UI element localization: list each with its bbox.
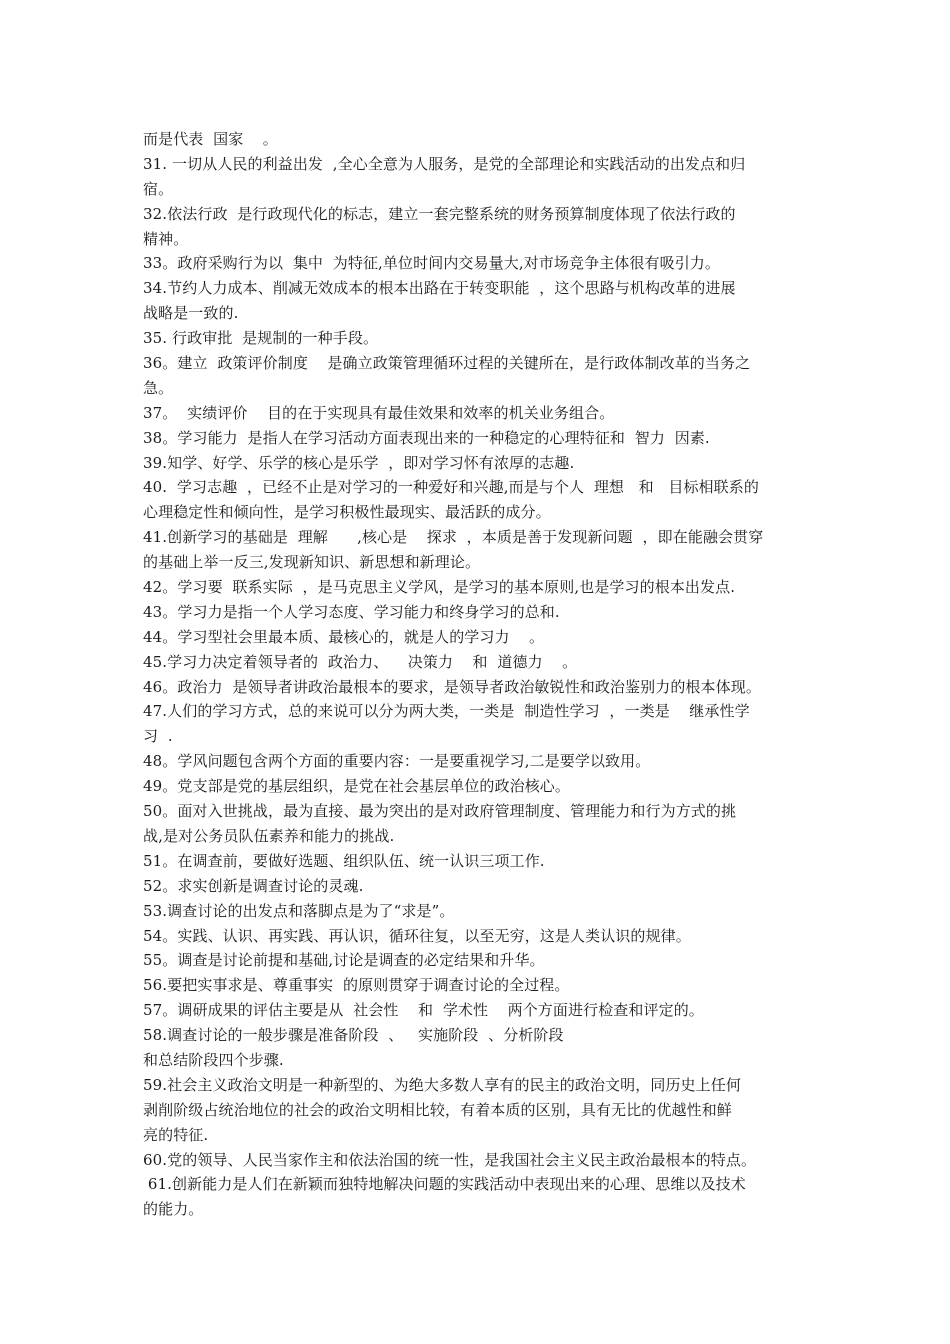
text-line: 战,是对公务员队伍素养和能力的挑战.	[143, 826, 395, 845]
text-line: 宿。	[143, 179, 174, 198]
text-line: 心理稳定性和倾向性，是学习积极性最现实、最活跃的成分。	[143, 503, 551, 522]
text-line: 61.创新能力是人们在新颖而独特地解决问题的实践活动中表现出来的心理、思维以及技术	[143, 1175, 746, 1194]
text-line: 58.调查讨论的一般步骤是准备阶段 、 实施阶段 、分析阶段	[143, 1026, 564, 1045]
text-line: 47.人们的学习方式，总的来说可以分为两大类，一类是 制造性学习 ，一类是 继承性学	[143, 702, 750, 721]
text-line: 34.节约人力成本、削减无效成本的根本出路在于转变职能 ，这个思路与机构改革的进展	[143, 279, 736, 298]
text-line	[143, 1222, 833, 1247]
text-line: 37。 实绩评价 目的在于实现具有最佳效果和效率的机关业务组合。	[143, 403, 615, 422]
text-line: 38。学习能力 是指人在学习活动方面表现出来的一种稳定的心理特征和 智力 因素.	[143, 428, 710, 447]
document-body	[143, 127, 833, 1247]
text-line: 45.学习力决定着领导者的 政治力、 决策力 和 道德力 。	[143, 652, 578, 671]
text-line: 51。在调查前，要做好选题、组织队伍、统一认识三项工作.	[143, 851, 545, 870]
text-line: 50。面对入世挑战，最为直接、最为突出的是对政府管理制度、管理能力和行为方式的挑	[143, 802, 737, 821]
text-line: 48。学风问题包含两个方面的重要内容：一是要重视学习,二是要学以致用。	[143, 752, 651, 771]
text-line: 31. 一切从人民的利益出发 ,全心全意为人服务，是党的全部理论和实践活动的出发点和归	[143, 154, 746, 173]
text-line: 33。政府采购行为以 集中 为特征,单位时间内交易量大,对市场竞争主体很有吸引力。	[143, 254, 720, 273]
text-line: 急。	[143, 378, 174, 397]
text-line: 43。学习力是指一个人学习态度、学习能力和终身学习的总和.	[143, 602, 560, 621]
text-line: 40. 学习志趣 ，已经不止是对学习的一种爱好和兴趣,而是与个人 理想 和 目标相联系的	[143, 478, 759, 497]
text-line: 35. 行政审批 是规制的一种手段。	[143, 329, 379, 348]
text-line: 的能力。	[143, 1200, 204, 1219]
text-line: 59.社会主义政治文明是一种新型的、为绝大多数人享有的民主的政治文明，同历史上任何	[143, 1075, 741, 1094]
text-line: 55。调查是讨论前提和基础,讨论是调查的必定结果和升华。	[143, 951, 545, 970]
text-line: 41.创新学习的基础是 理解 ,核心是 探求 ，本质是善于发现新问题 ，即在能融会贯穿	[143, 528, 764, 547]
text-line: 42。学习要 联系实际 ，是马克思主义学风，是学习的基本原则,也是学习的根本出发点.	[143, 578, 736, 597]
text-line: 32.依法行政 是行政现代化的标志，建立一套完整系统的财务预算制度体现了依法行政的	[143, 204, 736, 223]
text-line: 46。政治力 是领导者讲政治最根本的要求，是领导者政治敏锐性和政治鉴别力的根本体现。	[143, 677, 761, 696]
text-line: 习 .	[143, 727, 173, 746]
text-line: 36。建立 政策评价制度 是确立政策管理循环过程的关键所在，是行政体制改革的当务之	[143, 354, 751, 373]
text-line: 52。求实创新是调查讨论的灵魂.	[143, 876, 364, 895]
text-line: 57。调研成果的评估主要是从 社会性 和 学术性 两个方面进行检查和评定的。	[143, 1001, 704, 1020]
text-line: 54。实践、认识、再实践、再认识，循环往复，以至无穷，这是人类认识的规律。	[143, 926, 691, 945]
text-line: 53.调查讨论的出发点和落脚点是为了“求是”。	[143, 901, 455, 920]
text-line: 的基础上举一反三,发现新知识、新思想和新理论。	[143, 553, 481, 572]
text-line: 精神。	[143, 229, 189, 248]
text-line: 剥削阶级占统治地位的社会的政治文明相比较，有着本质的区别，具有无比的优越性和鲜	[143, 1100, 732, 1119]
text-line: 56.要把实事求是、尊重事实 的原则贯穿于调查讨论的全过程。	[143, 976, 570, 995]
text-line: 亮的特征.	[143, 1125, 209, 1144]
text-line: 而是代表 国家 。	[143, 130, 278, 148]
text-line: 战略是一致的.	[143, 304, 239, 323]
text-line: 49。党支部是党的基层组织，是党在社会基层单位的政治核心。	[143, 777, 570, 796]
text-line: 60.党的领导、人民当家作主和依法治国的统一性，是我国社会主义民主政治最根本的特点。	[143, 1150, 757, 1169]
text-line: 39.知学、好学、乐学的核心是乐学 ，即对学习怀有浓厚的志趣.	[143, 453, 575, 472]
text-line: 44。学习型社会里最本质、最核心的，就是人的学习力 。	[143, 627, 545, 646]
text-line: 和总结阶段四个步骤.	[143, 1050, 284, 1069]
